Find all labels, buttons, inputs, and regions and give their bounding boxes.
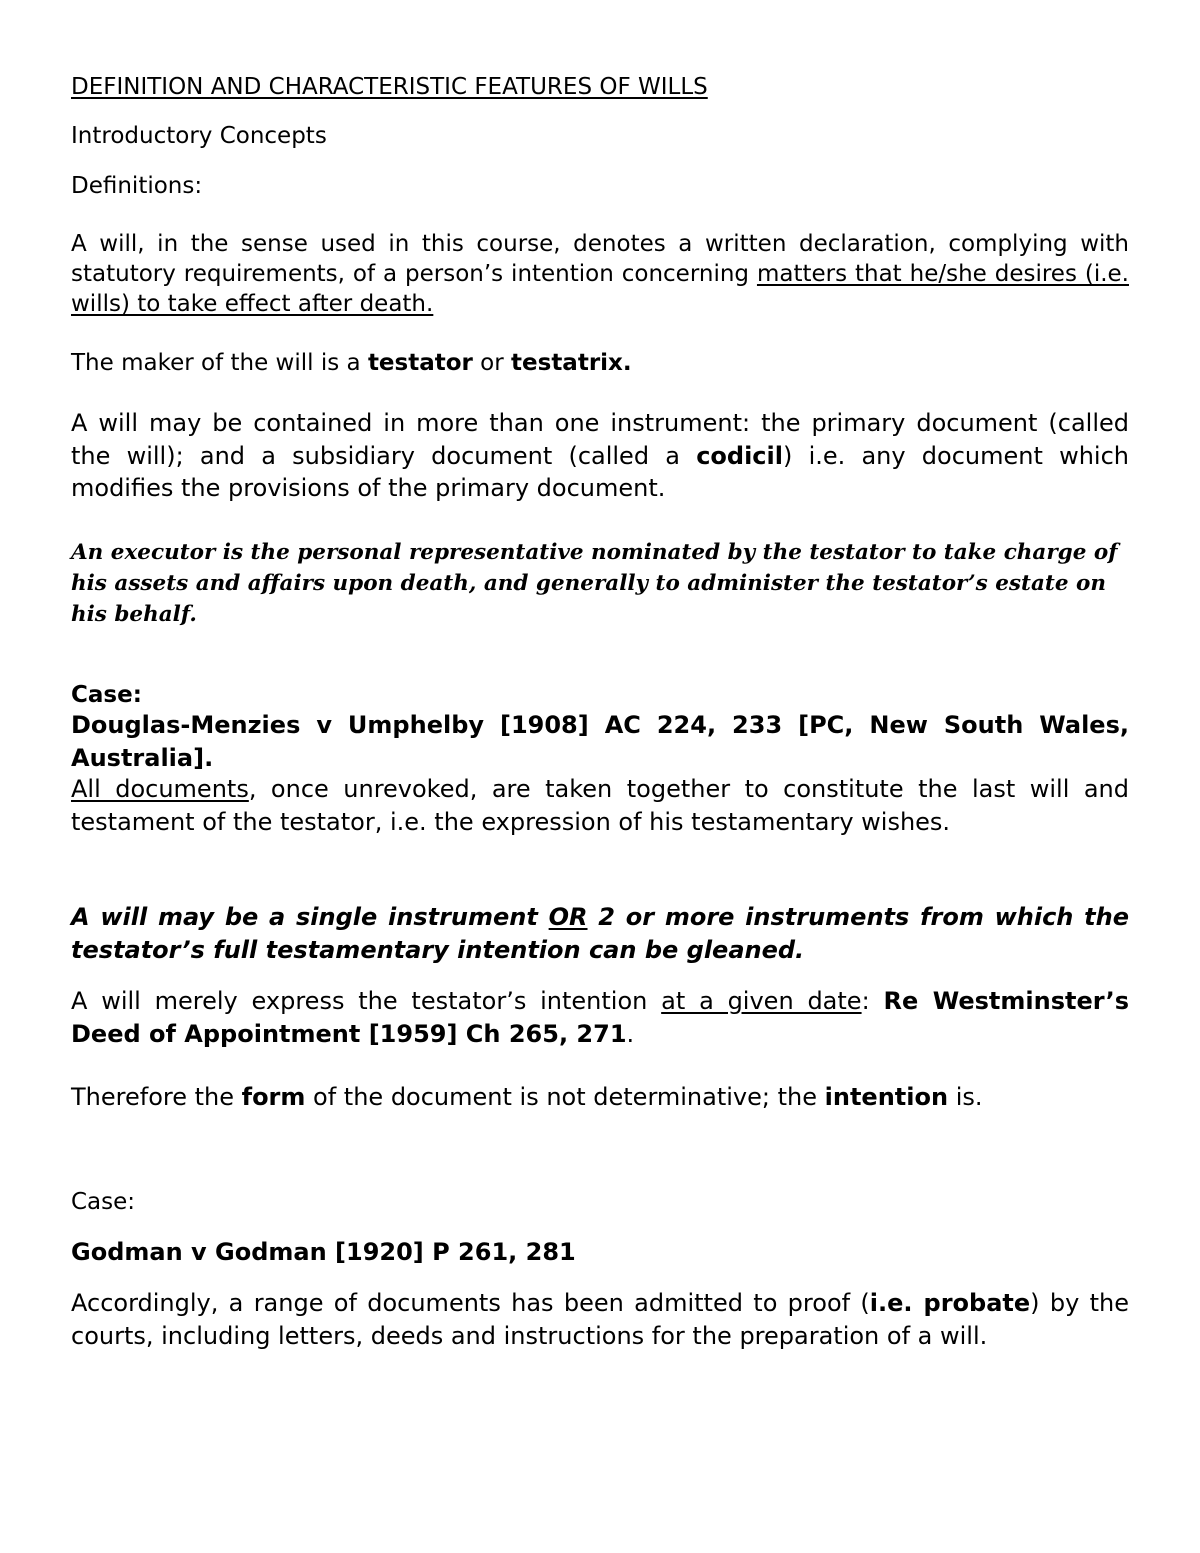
given-date-text: A will merely express the testator’s intention: [71, 987, 662, 1015]
given-date-period: .: [626, 1019, 635, 1048]
single-instrument-paragraph: [71, 901, 1129, 966]
form-text: Therefore the: [71, 1083, 242, 1111]
instrument-paragraph: [71, 407, 1129, 505]
form-paragraph: [71, 1081, 1129, 1114]
maker-paragraph: [71, 348, 1129, 378]
single-instrument-text: A will may be a single instrument: [71, 903, 549, 931]
form-text-mid: of the document is not determinative; the: [305, 1083, 825, 1111]
term-form: form: [241, 1083, 306, 1111]
accordingly-text-end: ) by the courts, including letters, deeds and instructions for the preparation of a will.: [71, 1289, 1129, 1350]
instrument-text: A will may be contained in more than one instrument: the primary document (called the will); and a subsidiary document (called a: [71, 409, 1129, 470]
definitions-label: Definitions:: [71, 173, 203, 199]
executor-note: An executor is the personal representative nominated by the testator to take charge of his assets and affairs upon death, and generally to administer the testator’s estate on his behalf.: [71, 540, 1118, 627]
case1-citation: Douglas-Menzies v Umphelby [1908] AC 224, 233 [PC, New South Wales, Australia].: [71, 711, 1129, 772]
form-text-end: is.: [948, 1083, 983, 1111]
accordingly-text: Accordingly, a range of documents has been admitted to proof (: [71, 1289, 870, 1317]
will-definition-paragraph: [71, 229, 1129, 319]
case1-label: Case:: [71, 682, 142, 708]
given-date-underlined: at a given date: [661, 987, 862, 1015]
term-codicil: codicil: [696, 441, 783, 470]
intro-label: Introductory Concepts: [71, 123, 327, 149]
accordingly-paragraph: [71, 1287, 1129, 1352]
given-date-colon: :: [861, 987, 884, 1015]
westminster-case: Re Westminster’s Deed of Appointment [1959] Ch 265, 271: [71, 987, 1130, 1048]
case1-body-underlined: All documents: [71, 775, 249, 803]
term-testatrix: testatrix.: [511, 350, 632, 376]
maker-text: The maker of the will is a: [71, 350, 368, 376]
single-instrument-text-end: 2 or more instruments from which the testator’s full testamentary intention can be gleaned.: [71, 903, 1129, 964]
term-intention: intention: [824, 1083, 949, 1111]
case2-citation: Godman v Godman [1920] P 261, 281: [71, 1238, 576, 1266]
maker-or: or: [472, 350, 512, 376]
will-definition-text: A will, in the sense used in this course, denotes a written declaration, complying with statutory requirements, of a person’s intention concerning: [71, 231, 1129, 287]
case1-body: [71, 773, 1129, 838]
or-word: OR: [548, 903, 588, 931]
document-heading: DEFINITION AND CHARACTERISTIC FEATURES OF WILLS: [71, 74, 708, 100]
instrument-text-end: ) i.e. any document which modifies the provisions of the primary document.: [71, 441, 1130, 502]
case1-body-text: , once unrevoked, are taken together to constitute the last will and testament of the testator, i.e. the expression of his testamentary wishes.: [71, 775, 1129, 836]
term-probate: i.e. probate: [869, 1289, 1031, 1317]
term-testator: testator: [367, 350, 473, 376]
given-date-paragraph: [71, 985, 1129, 1050]
case2-label: Case:: [71, 1189, 136, 1215]
will-definition-underlined: matters that he/she desires (i.e. wills) to take effect after death.: [71, 261, 1129, 317]
